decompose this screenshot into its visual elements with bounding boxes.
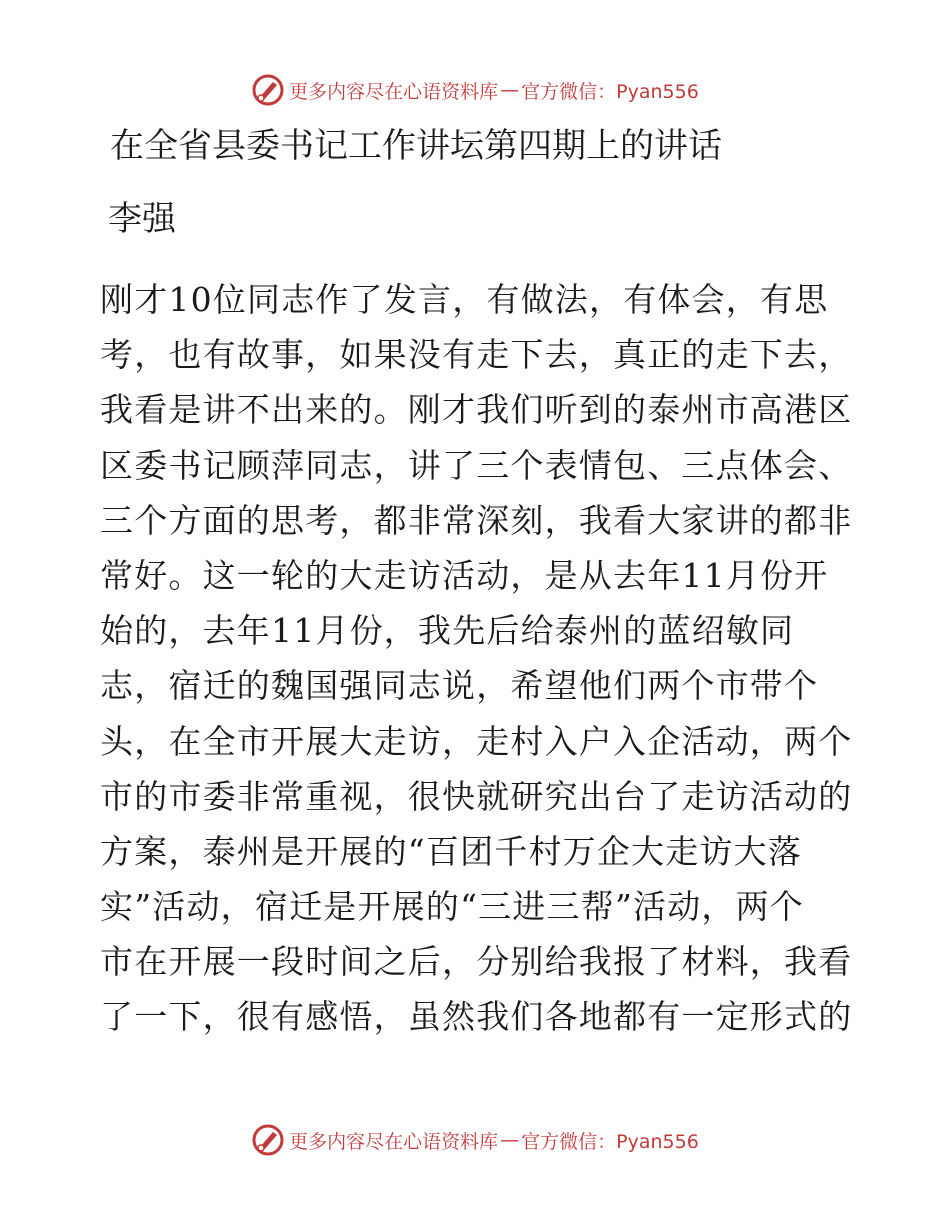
body-line: 志，宿迁的魏国强同志说，希望他们两个市带个 xyxy=(100,666,819,706)
brush-logo-icon xyxy=(251,73,285,107)
document-body xyxy=(100,272,853,1045)
banner-wechat: 官方微信：Pyan556 xyxy=(521,80,699,103)
body-line: 常好。这一轮的大走访活动，是从去年11月份开 xyxy=(100,555,829,595)
body-line: 实”活动，宿迁是开展的“三进三帮”活动，两个 xyxy=(100,887,805,927)
body-line: 始的，去年11月份，我先后给泰州的蓝绍敏同 xyxy=(100,611,795,651)
brush-logo-icon xyxy=(251,1123,285,1157)
body-line: 了一下，很有感悟，虽然我们各地都有一定形式的 xyxy=(100,997,853,1037)
footer-watermark-banner xyxy=(0,1120,950,1160)
body-line: 方案，泰州是开展的“百团千村万企大走访大落 xyxy=(100,831,803,871)
body-line: 我看是讲不出来的。刚才我们听到的泰州市高港区 xyxy=(100,390,853,430)
body-line: 三个方面的思考，都非常深刻，我看大家讲的都非 xyxy=(100,500,853,540)
banner-text: 更多内容尽在心语资料库 xyxy=(289,80,499,103)
banner-text: 更多内容尽在心语资料库 xyxy=(289,1130,499,1153)
banner-separator: — xyxy=(500,1129,520,1151)
body-line: 刚才10位同志作了发言，有做法，有体会，有思 xyxy=(100,280,829,319)
banner-wechat: 官方微信：Pyan556 xyxy=(521,1130,699,1153)
body-line: 区委书记顾萍同志，讲了三个表情包、三点体会、 xyxy=(100,445,853,485)
header-watermark-banner xyxy=(0,70,950,110)
document-title: 在全省县委书记工作讲坛第四期上的讲话 xyxy=(110,126,722,166)
banner-separator: — xyxy=(500,79,520,101)
body-line: 市的市委非常重视，很快就研究出台了走访活动的 xyxy=(100,776,853,816)
body-line: 头，在全市开展大走访，走村入户入企活动，两个 xyxy=(100,721,853,761)
body-line: 市在开展一段时间之后，分别给我报了材料，我看 xyxy=(100,942,853,982)
document-author: 李强 xyxy=(108,199,176,239)
body-line: 考，也有故事，如果没有走下去，真正的走下去， xyxy=(100,335,853,375)
